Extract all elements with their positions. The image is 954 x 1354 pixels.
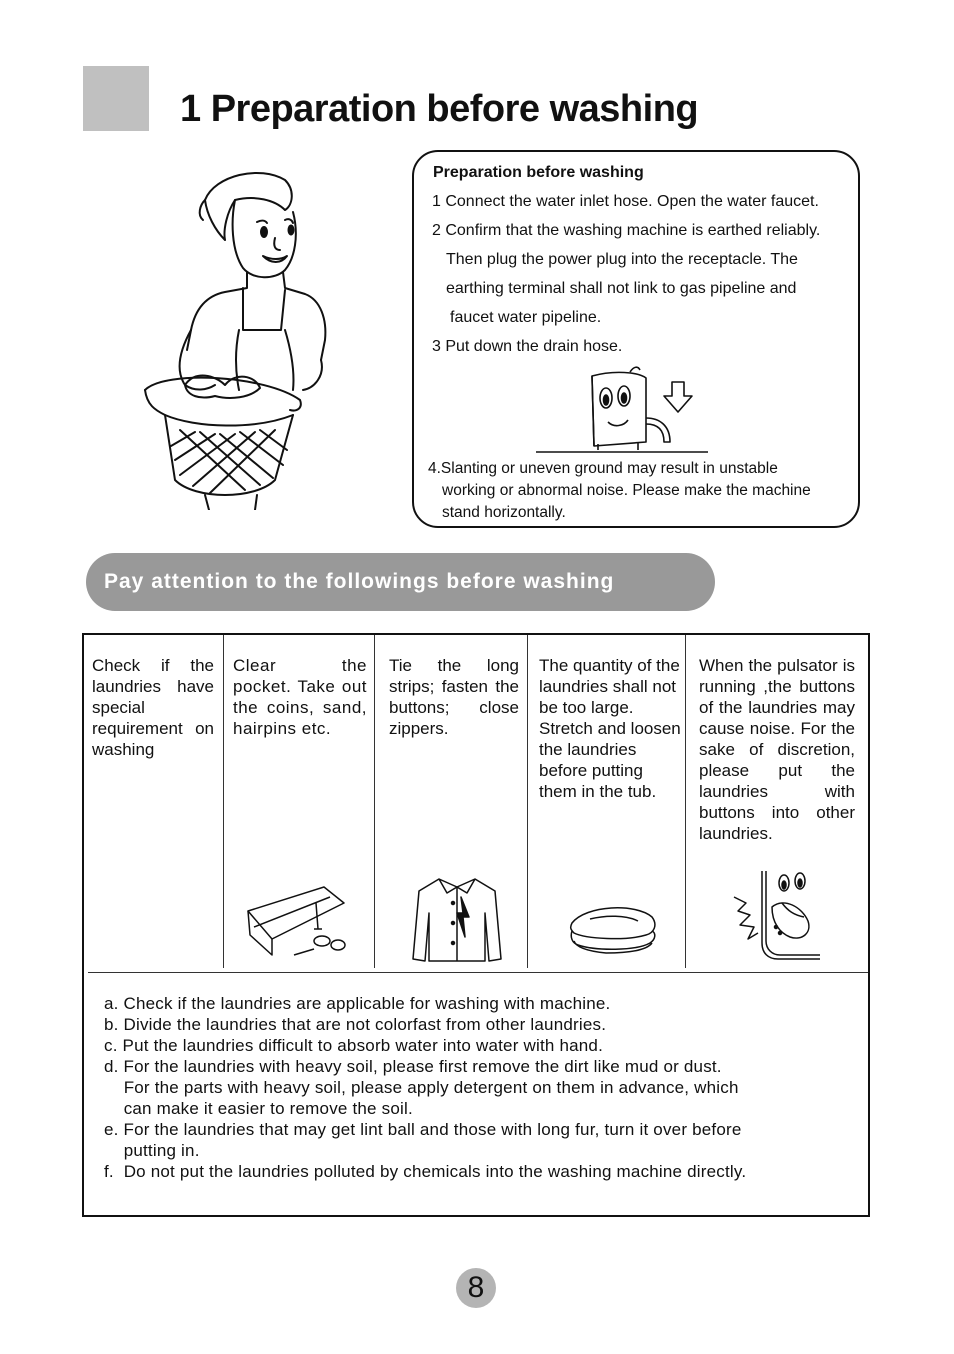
pulsator-noise-icon <box>732 867 822 963</box>
tip-clear-pocket: Clear the pocket. Take out the coins, sand, hairpins etc. <box>233 656 367 738</box>
prep-step-4 <box>428 458 856 524</box>
list-item: b. Divide the laundries that are not colorfast from other laundries. <box>104 1015 607 1034</box>
page-number: 8 <box>456 1268 496 1308</box>
column-divider <box>685 635 686 968</box>
prep-step-2-cont-1: Then plug the power plug into the receptacle. The <box>446 251 798 268</box>
list-item: a. Check if the laundries are applicable for washing with machine. <box>104 994 611 1013</box>
section-marker <box>83 66 149 131</box>
woman-with-basket-illustration <box>135 160 335 510</box>
folded-laundry-icon <box>566 897 660 957</box>
prep-note-line: stand horizontally. <box>442 504 566 521</box>
column-divider <box>527 635 528 968</box>
tip-quantity: The quantity of the laundries shall not be too large. Stretch and loosen the laundries before putting them in the tub. <box>539 656 681 801</box>
preparation-box <box>412 150 860 528</box>
prep-step-3: 3 Put down the drain hose. <box>432 338 623 355</box>
pocket-coins-icon <box>244 883 354 963</box>
list-item: c. Put the laundries difficult to absorb water into water with hand. <box>104 1036 603 1055</box>
washing-tips-table <box>82 633 870 1217</box>
list-item: d. For the laundries with heavy soil, please first remove the dirt like mud or dust. <box>104 1057 722 1076</box>
shirt-icon <box>409 873 505 965</box>
list-item: For the parts with heavy soil, please apply detergent on them in advance, which <box>104 1078 739 1097</box>
preparation-heading: Preparation before washing <box>433 164 644 181</box>
prep-step-2: 2 Confirm that the washing machine is earthed reliably. <box>432 222 821 239</box>
list-item: can make it easier to remove the soil. <box>104 1099 413 1118</box>
tip-check-requirements: Check if the laundries have special requirement on washing <box>92 656 214 759</box>
washing-machine-illustration <box>534 364 714 456</box>
list-item: f. Do not put the laundries polluted by chemicals into the washing machine directly. <box>104 1162 747 1181</box>
tip-tie-strips: Tie the long strips; fasten the buttons; close zippers. <box>389 656 519 738</box>
column-divider <box>374 635 375 968</box>
washing-instructions-list <box>104 993 746 1182</box>
list-item: putting in. <box>104 1141 200 1160</box>
prep-step-2-cont-2: earthing terminal shall not link to gas pipeline and <box>446 280 797 297</box>
prep-step-1: 1 Connect the water inlet hose. Open the water faucet. <box>432 193 819 210</box>
prep-step-2-cont-3: faucet water pipeline. <box>450 309 602 326</box>
list-item: e. For the laundries that may get lint ball and those with long fur, turn it over before <box>104 1120 742 1139</box>
prep-note-line: 4.Slanting or uneven ground may result in unstable <box>428 460 778 477</box>
attention-banner: Pay attention to the followings before washing <box>86 553 715 611</box>
row-divider <box>88 972 868 973</box>
prep-note-line: working or abnormal noise. Please make the machine <box>442 482 811 499</box>
page-title: 1 Preparation before washing <box>180 88 699 130</box>
column-divider <box>223 635 224 968</box>
tip-buttons-noise: When the pulsator is running ,the buttons of the laundries may cause noise. For the sake of discretion, please put the laundries with buttons into other laundries. <box>699 656 855 843</box>
